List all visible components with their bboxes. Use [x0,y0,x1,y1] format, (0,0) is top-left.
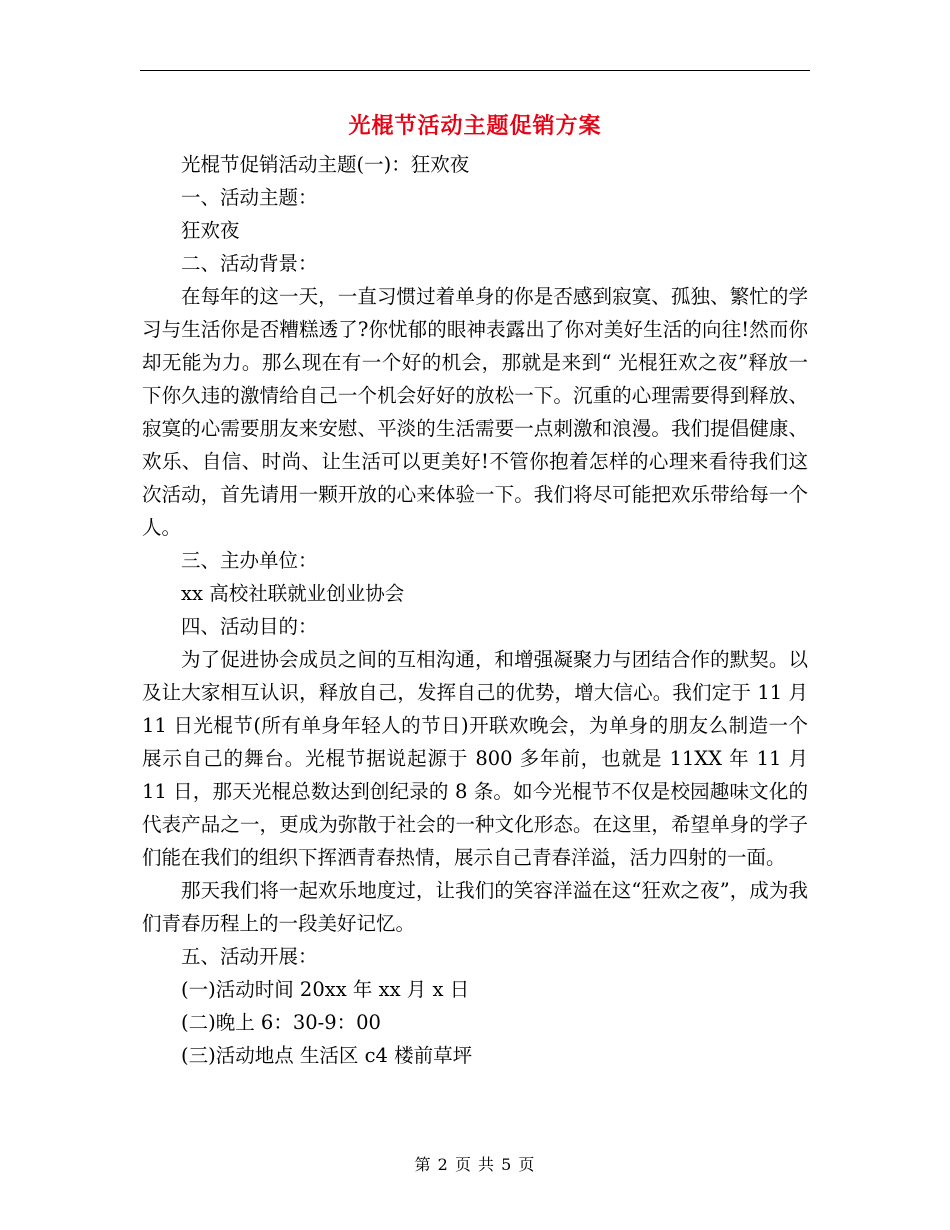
page-number: 第 2 页 共 5 页 [414,1155,536,1174]
paragraph-background: 在每年的这一天，一直习惯过着单身的你是否感到寂寞、孤独、繁忙的学习与生活你是否糟糕透了?你忧郁的眼神表露出了你对美好生活的向往!然而你却无能为力。那么现在有一个好的机会，那就是来到“ 光棍狂欢之夜”释放一下你久违的激情给自己一个机会好好的放松一下。沉重的心理需要得到释放、寂寞的心需要朋友来安慰、平淡的生活需要一点刺激和浪漫。我们提倡健康、欢乐、自信、时尚、让生活可以更美好!不管你抱着怎样的心理来看待我们这次活动，首先请用一颗开放的心来体验一下。我们将尽可能把欢乐带给每一个人。 [142,285,808,539]
document-title: 光棍节活动主题促销方案 [348,113,602,139]
section-heading-2: 二、活动背景： [181,252,318,275]
paragraph-closing: 那天我们将一起欢乐地度过，让我们的笑容洋溢在这“狂欢之夜”，成为我们青春历程上的一段美好记忆。 [142,879,808,935]
list-item-evening: (二)晚上 6：30-9：00 [181,1011,381,1034]
list-item-location: (三)活动地点 生活区 c4 楼前草坪 [181,1044,473,1067]
header-rule [140,70,810,71]
list-item-time: (一)活动时间 20xx 年 xx 月 x 日 [181,978,470,1001]
paragraph-organizer: xx 高校社联就业创业协会 [181,582,405,605]
section-heading-3: 三、主办单位： [181,549,318,572]
section-heading-4: 四、活动目的： [181,615,318,638]
section-heading-theme-title: 光棍节促销活动主题(一)：狂欢夜 [181,153,470,176]
section-heading-1: 一、活动主题： [181,186,318,209]
document-body [142,148,808,1072]
paragraph-theme: 狂欢夜 [181,219,240,242]
section-heading-5: 五、活动开展： [181,945,318,968]
paragraph-purpose: 为了促进协会成员之间的互相沟通，和增强凝聚力与团结合作的默契。以及让大家相互认识，释放自己，发挥自己的优势，增大信心。我们定于 11 月 11 日光棍节(所有单身年轻人的节日)开联欢晚会，为单身的朋友么制造一个展示自己的舞台。光棍节据说起源于 800 多年前，也就是 11XX 年 11 月 11 日，那天光棍总数达到创纪录的 8 条。如今光棍节不仅是校园趣味文化的代表产品之一，更成为弥散于社会的一种文化形态。在这里，希望单身的学子们能在我们的组织下挥洒青春热情，展示自己青春洋溢，活力四射的一面。 [142,648,808,869]
